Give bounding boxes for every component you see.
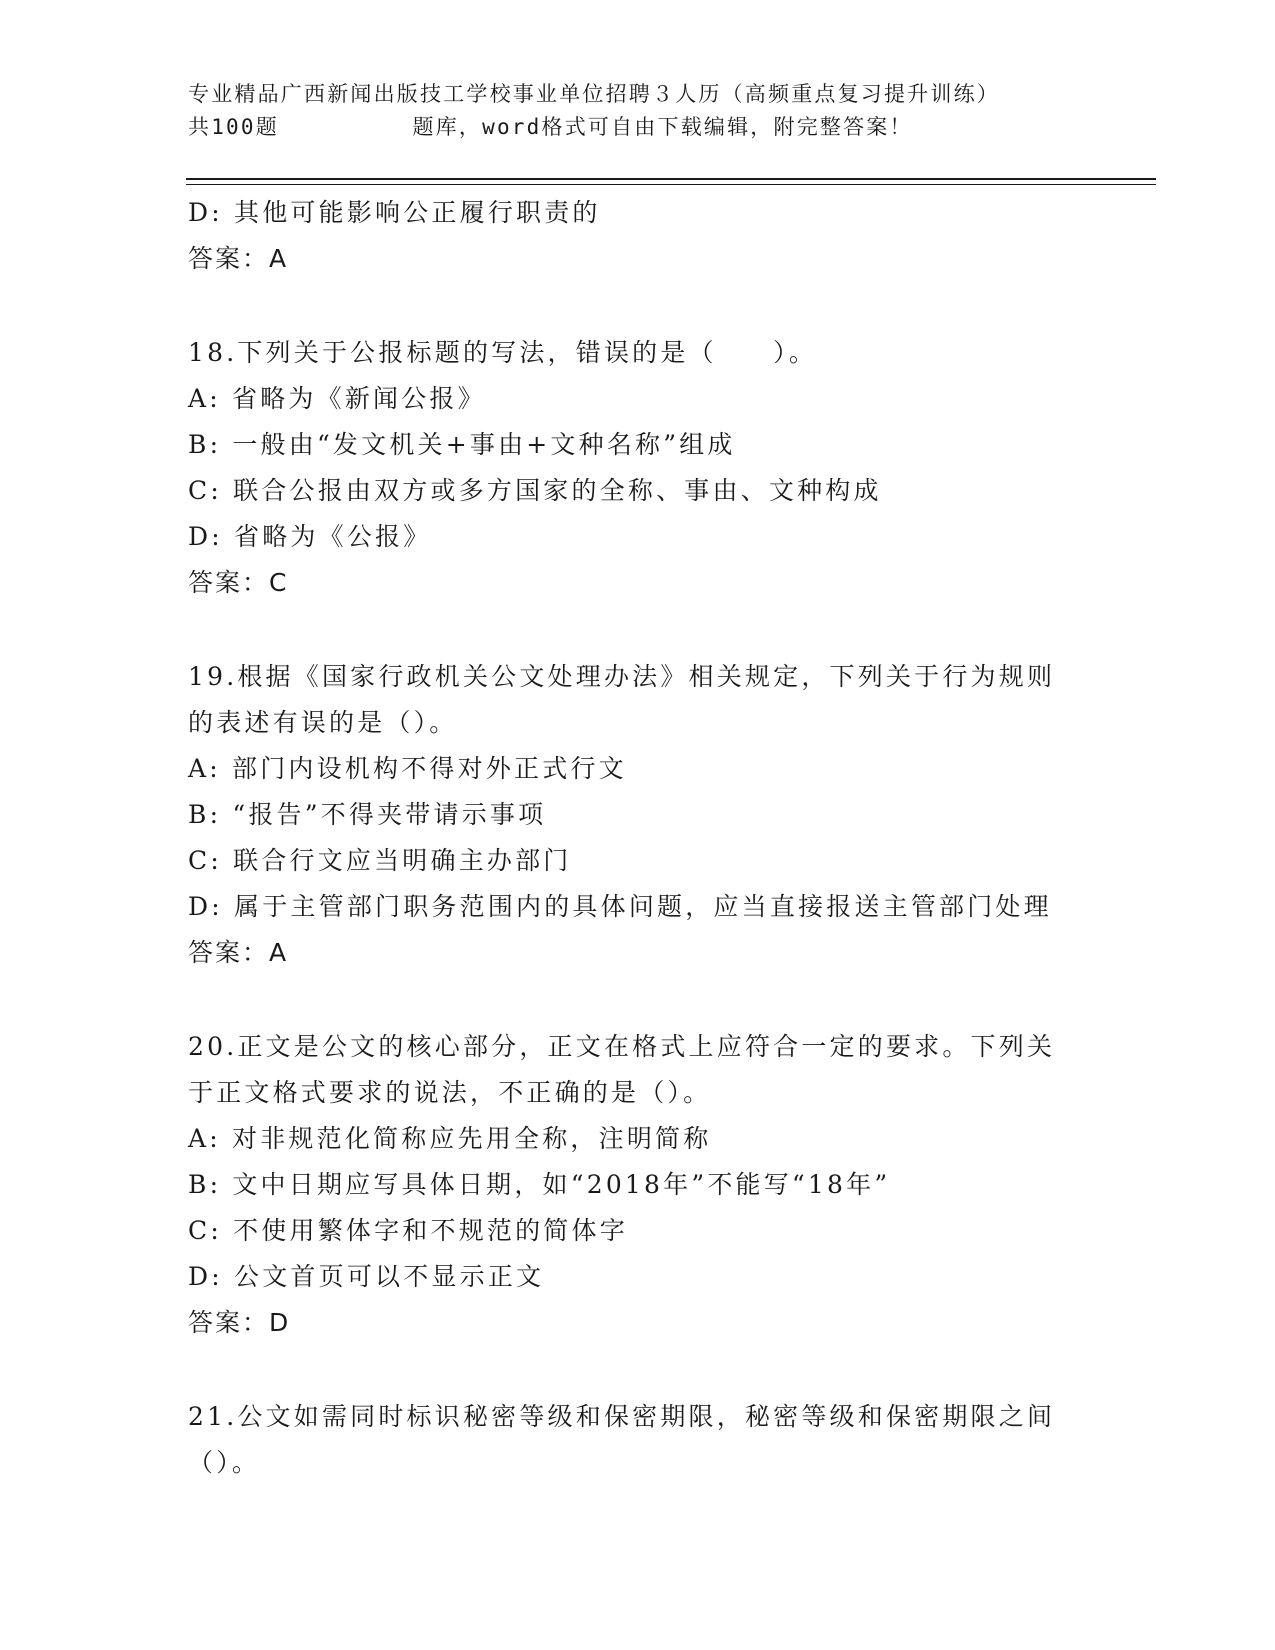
option-c: C: 联合行文应当明确主办部门: [188, 846, 572, 875]
question-stem-cont: 于正文格式要求的说法，不正确的是（）。: [188, 1078, 712, 1107]
question-stem: 21.公文如需同时标识秘密等级和保密期限，秘密等级和保密期限之间: [188, 1402, 1056, 1431]
option-a: A: 部门内设机构不得对外正式行文: [188, 754, 627, 783]
question-stem: 19.根据《国家行政机关公文处理办法》相关规定，下列关于行为规则: [188, 662, 1056, 691]
answer-line: 答案：C: [188, 568, 289, 597]
option-b: B: “报告”不得夹带请示事项: [188, 800, 547, 829]
option-d: D: 属于主管部门职务范围内的具体问题，应当直接报送主管部门处理: [188, 892, 1052, 921]
spacer: [188, 976, 1088, 1024]
option-b: B: 一般由“发文机关+事由+文种名称”组成: [188, 430, 736, 459]
option-d: D: 其他可能影响公正履行职责的: [188, 198, 601, 227]
header-title-line1: 专业精品广西新闻出版技工学校事业单位招聘３人历（高频重点复习提升训练）: [188, 82, 1000, 106]
question-stem: 18.下列关于公报标题的写法，错误的是（ ）。: [188, 338, 818, 367]
answer-line: 答案：A: [188, 244, 289, 273]
question-21: [188, 1394, 1088, 1486]
answer-line: 答案：D: [188, 1308, 291, 1337]
question-list: [188, 190, 1088, 1486]
question-stem-cont: 的表述有误的是（）。: [188, 708, 458, 737]
header-rule-thick: [186, 178, 1156, 180]
spacer: [188, 282, 1088, 330]
option-c: C: 不使用繁体字和不规范的简体字: [188, 1216, 628, 1245]
question-19: [188, 654, 1088, 976]
question-stem-cont: （）。: [188, 1448, 261, 1477]
option-a: A: 省略为《新闻公报》: [188, 384, 486, 413]
document-header: [188, 78, 1088, 144]
option-d: D: 省略为《公报》: [188, 522, 432, 551]
option-d: D: 公文首页可以不显示正文: [188, 1262, 545, 1291]
answer-line: 答案：A: [188, 938, 289, 967]
question-18: [188, 330, 1088, 606]
question-20: [188, 1024, 1088, 1346]
spacer: [188, 1346, 1088, 1394]
spacer: [188, 606, 1088, 654]
header-title-line2: 共100题 题库，word格式可自由下载编辑，附完整答案！: [188, 115, 913, 139]
question-stem: 20.正文是公文的核心部分，正文在格式上应符合一定的要求。下列关: [188, 1032, 1056, 1061]
option-c: C: 联合公报由双方或多方国家的全称、事由、文种构成: [188, 476, 882, 505]
option-b: B: 文中日期应写具体日期，如“2018年”不能写“18年”: [188, 1170, 891, 1199]
option-a: A: 对非规范化简称应先用全称，注明简称: [188, 1124, 712, 1153]
header-rule-thin: [186, 184, 1156, 185]
